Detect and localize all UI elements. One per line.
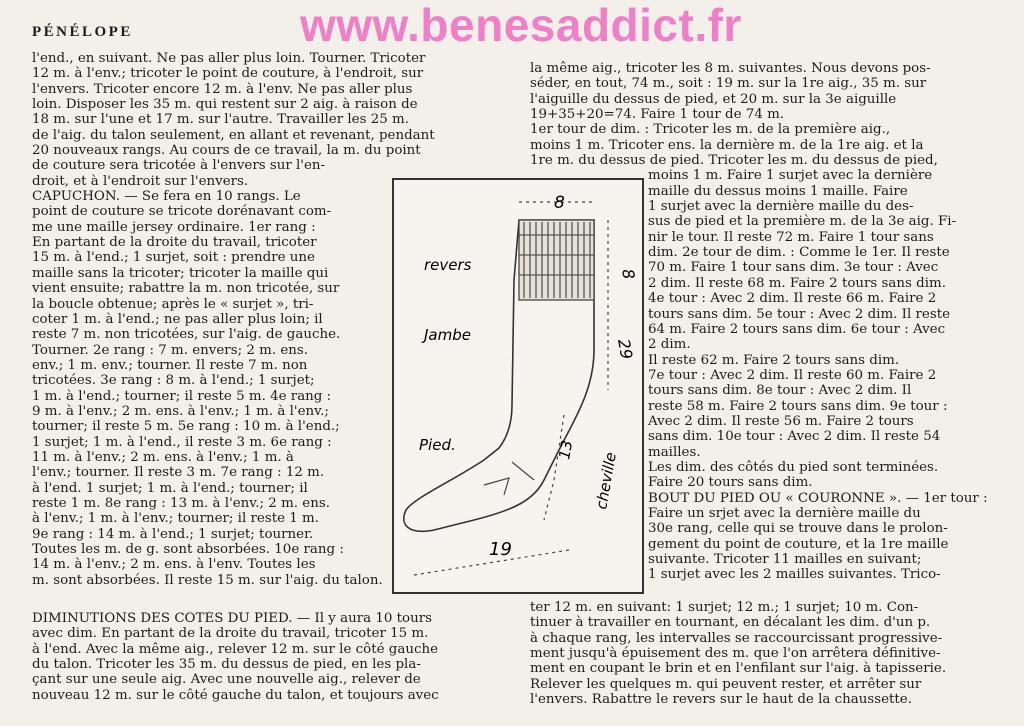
text-line: l'envers. Rabattre le revers sur le haut de la chaussette. xyxy=(530,692,912,708)
text-line: tinuer à travailler en tournant, en décalant les dim. d'un p. xyxy=(530,615,931,631)
text-line: me une maille jersey ordinaire. 1er rang : xyxy=(32,219,316,235)
bottom-left-text xyxy=(32,611,502,703)
text-line: maille du dessus moins 1 maille. Faire xyxy=(648,183,908,199)
dim-8: 8 xyxy=(618,267,639,281)
text-line: point de couture se tricote dorénavant com- xyxy=(32,204,332,220)
text-line: 18 m. sur l'une et 17 m. sur l'autre. Travailler les 25 m. xyxy=(32,112,409,128)
text-line: moins 1 m. Faire 1 surjet avec la dernière xyxy=(648,168,933,184)
text-line: l'aiguille du dessus de pied, et 20 m. sur la 3e aiguille xyxy=(530,91,897,107)
text-line: droit, et à l'endroit sur l'envers. xyxy=(32,173,249,189)
text-line: Faire 20 tours sans dim. xyxy=(648,475,813,491)
text-line: reste 1 m. 8e rang : 13 m. à l'env.; 2 m. ens. xyxy=(32,495,330,511)
dim-19: 19 xyxy=(489,539,512,560)
ribbed-band xyxy=(519,220,594,300)
label-revers: revers xyxy=(424,256,472,274)
text-line: 1 surjet avec les 2 mailles suivantes. Trico- xyxy=(648,567,941,583)
text-line: 19+35+20=74. Faire 1 tour de 74 m. xyxy=(530,107,785,123)
text-line: 2 dim. Il reste 68 m. Faire 2 tours sans dim. xyxy=(648,275,946,291)
text-line: Avec 2 dim. Il reste 56 m. Faire 2 tours xyxy=(648,413,914,429)
text-line: 15 m. à l'end.; 1 surjet, soit : prendre une xyxy=(32,250,315,266)
text-line: 11 m. à l'env.; 2 m. ens. à l'env.; 1 m. à xyxy=(32,449,294,465)
text-line: çant sur une seule aig. Avec une nouvelle aig., relever de xyxy=(32,672,421,688)
text-line: la boucle obtenue; après le « surjet », tri- xyxy=(32,296,314,312)
text-line: En partant de la droite du travail, tricoter xyxy=(32,235,317,251)
text-line: 9e rang : 14 m. à l'end.; 1 surjet; tourner. xyxy=(32,526,314,542)
text-line: Les dim. des côtés du pied sont terminées. xyxy=(648,459,939,475)
text-line: Toutes les m. de g. sont absorbées. 10e rang : xyxy=(32,542,344,557)
text-line: tours sans dim. 8e tour : Avec 2 dim. Il xyxy=(648,383,912,399)
text-line: du talon. Tricoter les 35 m. du dessus de pied, en les pla- xyxy=(32,657,421,673)
text-line: Faire un srjet avec la dernière maille du xyxy=(648,505,921,521)
text-line: à l'env.; 1 m. à l'env.; tourner; il reste 1 m. xyxy=(32,511,319,527)
text-line: 1er tour de dim. : Tricoter les m. de la première aig., xyxy=(530,122,891,138)
text-line: reste 58 m. Faire 2 tours sans dim. 9e tour : xyxy=(648,398,948,414)
text-line: la même aig., tricoter les 8 m. suivantes. Nous devons pos- xyxy=(530,61,931,76)
text-line: ter 12 m. en suivant: 1 surjet; 12 m.; 1 surjet; 10 m. Con- xyxy=(530,600,919,615)
text-line: à chaque rang, les intervalles se raccourcissant progressive- xyxy=(530,630,943,646)
text-line: l'envers. Tricoter encore 12 m. à l'env. Ne pas aller plus xyxy=(32,81,413,97)
text-line: BOUT DU PIED OU « COURONNE ». — 1er tour : xyxy=(648,490,988,506)
text-line: moins 1 m. Tricoter ens. la dernière m. de la 1re aig. et la xyxy=(530,137,924,153)
text-line: 1 surjet; 1 m. à l'end., il reste 3 m. 6e rang : xyxy=(32,434,332,450)
text-line: env.; 1 m. env.; tourner. Il reste 7 m. non xyxy=(32,357,308,373)
text-line: l'env.; tourner. Il reste 3 m. 7e rang : 12 m. xyxy=(32,465,325,481)
label-cheville: cheville xyxy=(592,450,620,511)
text-line: Tourner. 2e rang : 7 m. envers; 2 m. ens. xyxy=(32,342,309,358)
text-line: 30e rang, celle qui se trouve dans le prolon- xyxy=(648,521,948,537)
text-line: m. sont absorbées. Il reste 15 m. sur l'aig. du talon. xyxy=(32,572,383,588)
text-line: ment jusqu'à épuisement des m. que l'on arrêtera définitive- xyxy=(530,646,941,662)
sock-drawing xyxy=(394,180,642,592)
text-line: maille sans la tricoter; tricoter la maille qui xyxy=(32,265,329,281)
text-line: reste 7 m. non tricotées, sur l'aig. de gauche. xyxy=(32,327,341,343)
text-line: nir le tour. Il reste 72 m. Faire 1 tour sans xyxy=(648,229,934,245)
text-line: Relever les quelques m. qui peuvent rester, et arrêter sur xyxy=(530,676,922,692)
text-line: 7e tour : Avec 2 dim. Il reste 60 m. Faire 2 xyxy=(648,367,937,383)
text-line: loin. Disposer les 35 m. qui restent sur 2 aig. à raison de xyxy=(32,97,418,113)
text-line: gement du point de couture, et la 1re maille xyxy=(648,536,949,552)
text-line: 20 nouveaux rangs. Au cours de ce travail, la m. du point xyxy=(32,143,421,159)
text-line: tours sans dim. 5e tour : Avec 2 dim. Il reste xyxy=(648,306,951,322)
text-line: CAPUCHON. — Se fera en 10 rangs. Le xyxy=(32,189,301,205)
text-line: tricotées. 3e rang : 8 m. à l'end.; 1 surjet; xyxy=(32,373,315,389)
text-line: à l'end. Avec la même aig., relever 12 m. sur le côté gauche xyxy=(32,641,438,657)
masthead: PÉNÉLOPE xyxy=(32,24,133,40)
text-line: 64 m. Faire 2 tours sans dim. 6e tour : Avec xyxy=(648,321,946,337)
text-line: 1re m. du dessus de pied. Tricoter les m. du dessus de pied, xyxy=(530,153,938,169)
text-line: tourner; il reste 5 m. 5e rang : 10 m. à l'end.; xyxy=(32,419,340,435)
dim-29: 29 xyxy=(614,337,637,361)
watermark: www.benesaddict.fr xyxy=(300,0,742,51)
text-line: l'end., en suivant. Ne pas aller plus loin. Tourner. Tricoter xyxy=(32,51,426,66)
text-line: de couture sera tricotée à l'envers sur l'en- xyxy=(32,158,326,174)
label-pied: Pied. xyxy=(419,436,456,454)
text-line: à l'end. 1 surjet; 1 m. à l'end.; tourner; il xyxy=(32,480,308,496)
text-line: Il reste 62 m. Faire 2 tours sans dim. xyxy=(648,352,900,368)
heel-marks xyxy=(484,462,534,495)
text-line: DIMINUTIONS DES CÔTÉS DU PIED. — Il y aura 10 tours xyxy=(32,611,432,626)
text-line: nouveau 12 m. sur le côté gauche du talon, et toujours avec xyxy=(32,687,439,703)
text-line: vient ensuite; rabattre la m. non tricotée, sur xyxy=(32,281,340,297)
text-line: dim. 2e tour de dim. : Comme le 1er. Il reste xyxy=(648,245,950,261)
text-line: 2 dim. xyxy=(648,337,691,353)
text-line: mailles. xyxy=(648,444,701,460)
text-line: 1 surjet avec la dernière maille du des- xyxy=(648,199,914,215)
text-line: ment en coupant le brin et en l'enfilant sur l'aig. à tapisserie. xyxy=(530,661,947,677)
text-line: 12 m. à l'env.; tricoter le point de couture, à l'endroit, sur xyxy=(32,66,424,82)
label-jambe: Jambe xyxy=(424,326,471,344)
dim-13: 13 xyxy=(555,438,577,461)
text-line: 70 m. Faire 1 tour sans dim. 3e tour : Avec xyxy=(648,260,939,276)
text-line: suivante. Tricoter 11 mailles en suivant; xyxy=(648,552,922,567)
bottom-right-text xyxy=(530,600,1004,707)
text-line: avec dim. En partant de la droite du travail, tricoter 15 m. xyxy=(32,626,429,642)
text-line: coter 1 m. à l'end.; ne pas aller plus loin; il xyxy=(32,311,323,327)
text-line: séder, en tout, 74 m., soit : 19 m. sur la 1re aig., 35 m. sur xyxy=(530,76,927,92)
dim-top: 8 xyxy=(554,193,565,213)
text-line: 14 m. à l'env.; 2 m. ens. à l'env. Toutes les xyxy=(32,557,316,573)
text-line: de l'aig. du talon seulement, en allant et revenant, pendant xyxy=(32,127,435,143)
sock-figure xyxy=(392,178,644,594)
text-line: 4e tour : Avec 2 dim. Il reste 66 m. Faire 2 xyxy=(648,291,937,307)
text-line: sans dim. 10e tour : Avec 2 dim. Il reste 54 xyxy=(648,429,941,445)
text-line: 1 m. à l'end.; tourner; il reste 5 m. 4e rang : xyxy=(32,388,332,404)
text-line: 9 m. à l'env.; 2 m. ens. à l'env.; 1 m. à l'env.; xyxy=(32,403,329,419)
text-line: sus de pied et la première m. de la 3e aig. Fi- xyxy=(648,214,957,230)
